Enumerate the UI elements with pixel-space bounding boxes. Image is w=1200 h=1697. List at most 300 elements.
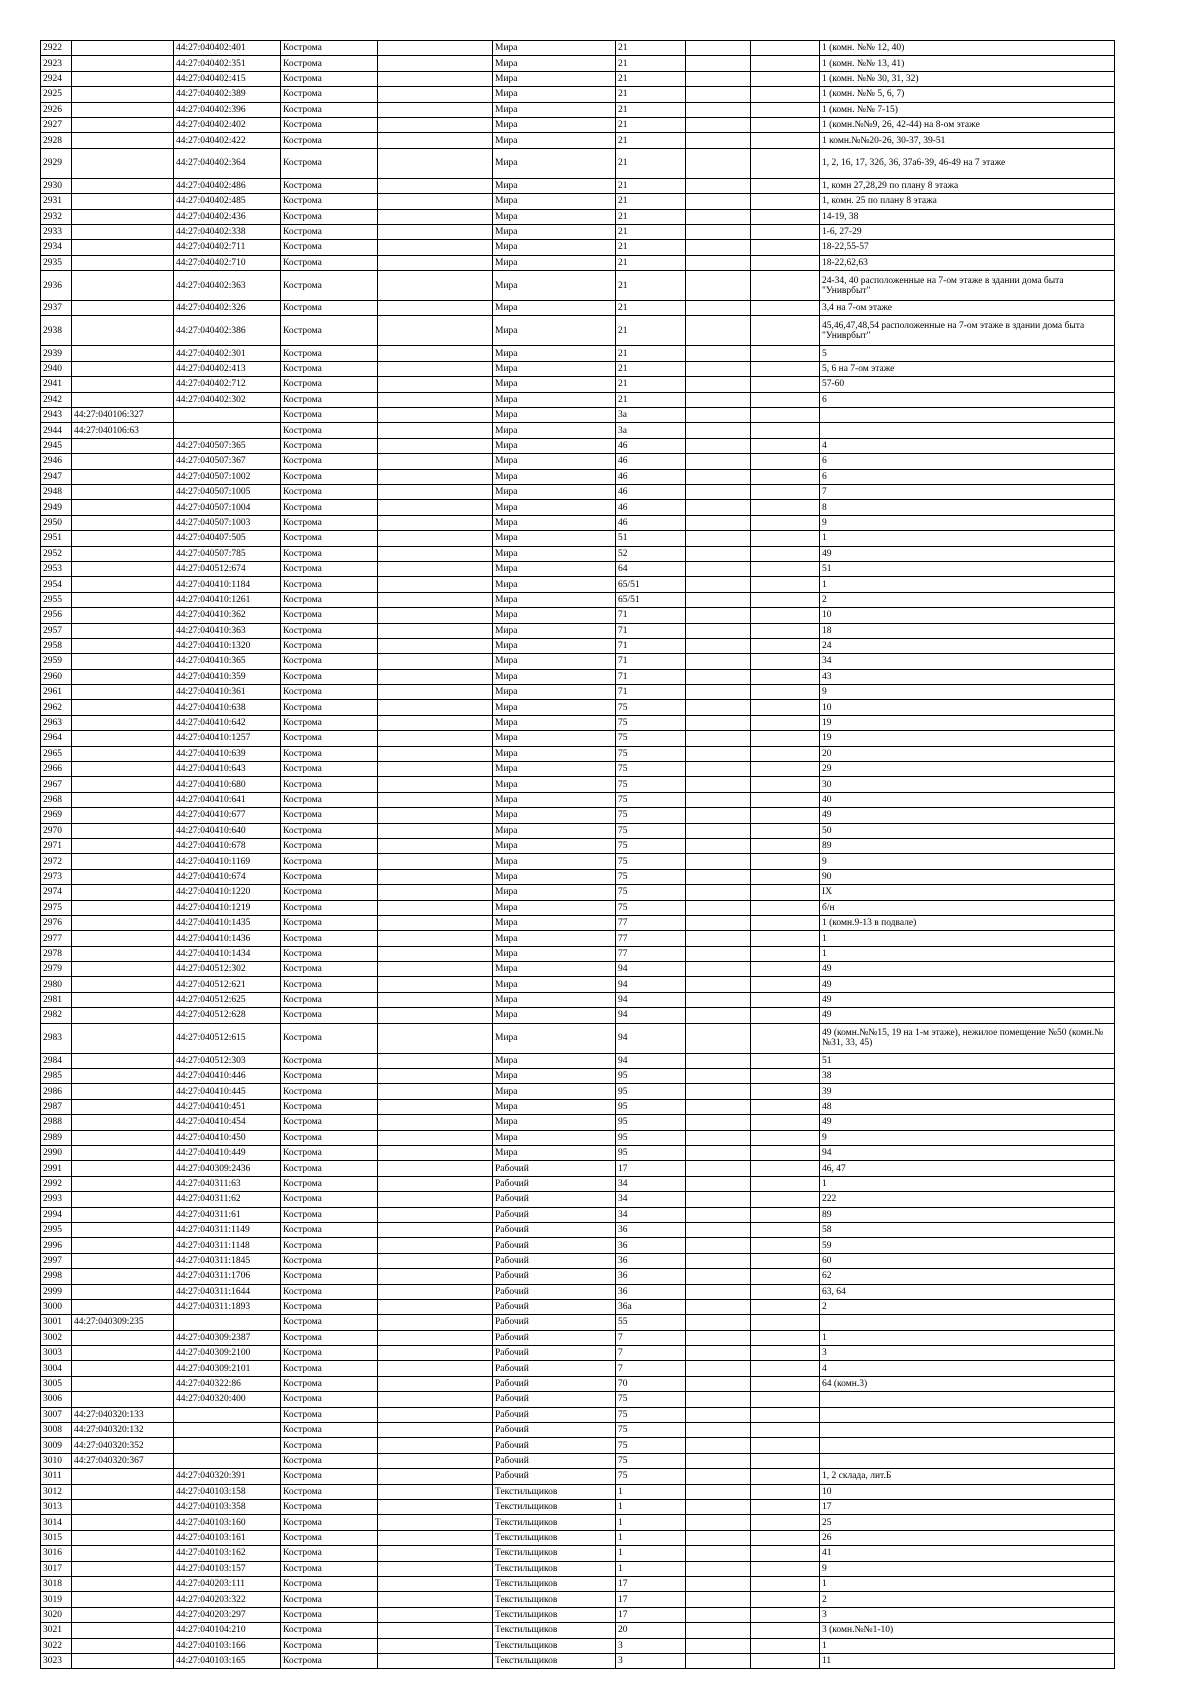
premises-number-cell: 49 [820, 992, 1115, 1007]
building-cell [686, 715, 751, 730]
premises-number-cell: 5 [820, 346, 1115, 361]
district-cell [378, 531, 493, 546]
structure-cell [751, 962, 820, 977]
district-cell [378, 885, 493, 900]
city-cell: Кострома [281, 301, 378, 316]
row-number-cell: 2953 [41, 561, 72, 576]
city-cell: Кострома [281, 946, 378, 961]
premises-number-cell: 51 [820, 561, 1115, 576]
building-cell [686, 1176, 751, 1191]
table-row [41, 500, 1115, 515]
premises-number-cell: 9 [820, 1561, 1115, 1576]
premises-number-cell: 8 [820, 500, 1115, 515]
premises-cadastral-number-cell [174, 1423, 281, 1438]
city-cell: Кострома [281, 885, 378, 900]
building-cell [686, 1099, 751, 1114]
land-cadastral-number-cell [72, 1484, 174, 1499]
building-cell [686, 1407, 751, 1422]
house-number-cell: 21 [616, 148, 686, 178]
street-cell: Мира [493, 392, 616, 407]
district-cell [378, 438, 493, 453]
city-cell: Кострома [281, 240, 378, 255]
table-row [41, 1376, 1115, 1391]
district-cell [378, 484, 493, 499]
land-cadastral-number-cell [72, 1530, 174, 1545]
district-cell [378, 361, 493, 376]
row-number-cell: 2965 [41, 746, 72, 761]
city-cell: Кострома [281, 1407, 378, 1422]
structure-cell [751, 1392, 820, 1407]
premises-number-cell [820, 1315, 1115, 1330]
row-number-cell: 2945 [41, 438, 72, 453]
table-row [41, 361, 1115, 376]
city-cell: Кострома [281, 1653, 378, 1668]
city-cell: Кострома [281, 1469, 378, 1484]
house-number-cell: 71 [616, 669, 686, 684]
district-cell [378, 1638, 493, 1653]
street-cell: Мира [493, 1053, 616, 1068]
row-number-cell: 2922 [41, 41, 72, 56]
land-cadastral-number-cell [72, 87, 174, 102]
premises-cadastral-number-cell: 44:27:040410:361 [174, 685, 281, 700]
street-cell: Рабочий [493, 1330, 616, 1345]
district-cell [378, 1099, 493, 1114]
city-cell: Кострома [281, 1376, 378, 1391]
structure-cell [751, 1407, 820, 1422]
district-cell [378, 1561, 493, 1576]
district-cell [378, 777, 493, 792]
structure-cell [751, 1161, 820, 1176]
row-number-cell: 2988 [41, 1115, 72, 1130]
city-cell: Кострома [281, 1361, 378, 1376]
premises-cadastral-number-cell: 44:27:040507:1002 [174, 469, 281, 484]
building-cell [686, 731, 751, 746]
row-number-cell: 2932 [41, 209, 72, 224]
premises-cadastral-number-cell: 44:27:040410:454 [174, 1115, 281, 1130]
house-number-cell: 21 [616, 209, 686, 224]
building-cell [686, 1392, 751, 1407]
row-number-cell: 2985 [41, 1069, 72, 1084]
land-cadastral-number-cell [72, 316, 174, 346]
row-number-cell: 3002 [41, 1330, 72, 1345]
city-cell: Кострома [281, 56, 378, 71]
district-cell [378, 41, 493, 56]
premises-number-cell: 10 [820, 700, 1115, 715]
house-number-cell: 21 [616, 361, 686, 376]
row-number-cell: 2949 [41, 500, 72, 515]
district-cell [378, 117, 493, 132]
house-number-cell: 21 [616, 301, 686, 316]
building-cell [686, 1253, 751, 1268]
building-cell [686, 762, 751, 777]
row-number-cell: 3006 [41, 1392, 72, 1407]
city-cell: Кострома [281, 1176, 378, 1191]
structure-cell [751, 133, 820, 148]
row-number-cell: 2925 [41, 87, 72, 102]
house-number-cell: 95 [616, 1099, 686, 1114]
row-number-cell: 2976 [41, 915, 72, 930]
land-cadastral-number-cell [72, 1546, 174, 1561]
building-cell [686, 869, 751, 884]
building-cell [686, 1499, 751, 1514]
house-number-cell: 71 [616, 685, 686, 700]
structure-cell [751, 1099, 820, 1114]
house-number-cell: 95 [616, 1084, 686, 1099]
row-number-cell: 2989 [41, 1130, 72, 1145]
land-cadastral-number-cell [72, 1299, 174, 1314]
building-cell [686, 56, 751, 71]
house-number-cell: 34 [616, 1176, 686, 1191]
street-cell: Рабочий [493, 1161, 616, 1176]
street-cell: Мира [493, 977, 616, 992]
premises-number-cell: 17 [820, 1499, 1115, 1514]
land-cadastral-number-cell [72, 56, 174, 71]
premises-number-cell: 43 [820, 669, 1115, 684]
district-cell [378, 1499, 493, 1514]
premises-number-cell: 49 [820, 962, 1115, 977]
structure-cell [751, 531, 820, 546]
city-cell: Кострома [281, 731, 378, 746]
row-number-cell: 2982 [41, 1008, 72, 1023]
structure-cell [751, 1623, 820, 1638]
row-number-cell: 2929 [41, 148, 72, 178]
city-cell: Кострома [281, 623, 378, 638]
house-number-cell: 77 [616, 946, 686, 961]
city-cell: Кострома [281, 592, 378, 607]
premises-number-cell: 18-22,55-57 [820, 240, 1115, 255]
row-number-cell: 2973 [41, 869, 72, 884]
table-row [41, 484, 1115, 499]
city-cell: Кострома [281, 178, 378, 193]
row-number-cell: 2979 [41, 962, 72, 977]
premises-number-cell: 1 (комн. №№ 12, 40) [820, 41, 1115, 56]
premises-cadastral-number-cell: 44:27:040512:302 [174, 962, 281, 977]
premises-number-cell: 19 [820, 731, 1115, 746]
structure-cell [751, 1453, 820, 1468]
land-cadastral-number-cell [72, 71, 174, 86]
premises-cadastral-number-cell: 44:27:040103:358 [174, 1499, 281, 1514]
house-number-cell: 17 [616, 1576, 686, 1591]
table-row [41, 546, 1115, 561]
premises-cadastral-number-cell: 44:27:040410:674 [174, 869, 281, 884]
premises-number-cell: 57-60 [820, 377, 1115, 392]
structure-cell [751, 377, 820, 392]
street-cell: Мира [493, 377, 616, 392]
street-cell: Текстильщиков [493, 1576, 616, 1591]
building-cell [686, 1315, 751, 1330]
building-cell [686, 746, 751, 761]
district-cell [378, 731, 493, 746]
building-cell [686, 592, 751, 607]
land-cadastral-number-cell [72, 469, 174, 484]
land-cadastral-number-cell [72, 1222, 174, 1237]
city-cell: Кострома [281, 1222, 378, 1237]
structure-cell [751, 808, 820, 823]
table-row [41, 194, 1115, 209]
building-cell [686, 1576, 751, 1591]
house-number-cell: 75 [616, 808, 686, 823]
premises-number-cell: 49 [820, 808, 1115, 823]
premises-cadastral-number-cell: 44:27:040402:710 [174, 255, 281, 270]
city-cell: Кострома [281, 546, 378, 561]
premises-number-cell: 222 [820, 1192, 1115, 1207]
city-cell: Кострома [281, 1069, 378, 1084]
table-row [41, 1269, 1115, 1284]
premises-cadastral-number-cell: 44:27:040203:322 [174, 1592, 281, 1607]
land-cadastral-number-cell: 44:27:040320:367 [72, 1453, 174, 1468]
building-cell [686, 638, 751, 653]
city-cell: Кострома [281, 1099, 378, 1114]
city-cell: Кострома [281, 316, 378, 346]
street-cell: Мира [493, 946, 616, 961]
house-number-cell: 94 [616, 1053, 686, 1068]
structure-cell [751, 838, 820, 853]
row-number-cell: 3022 [41, 1638, 72, 1653]
land-cadastral-number-cell [72, 915, 174, 930]
district-cell [378, 915, 493, 930]
premises-number-cell: 1 (комн. №№ 13, 41) [820, 56, 1115, 71]
land-cadastral-number-cell [72, 148, 174, 178]
row-number-cell: 2924 [41, 71, 72, 86]
premises-number-cell: 49 [820, 1008, 1115, 1023]
premises-cadastral-number-cell: 44:27:040402:363 [174, 271, 281, 301]
premises-cadastral-number-cell: 44:27:040320:391 [174, 1469, 281, 1484]
street-cell: Мира [493, 838, 616, 853]
premises-number-cell: 1, 2, 16, 17, 32б, 36, 37а6-39, 46-49 на 7 этаже [820, 148, 1115, 178]
street-cell: Мира [493, 346, 616, 361]
row-number-cell: 2986 [41, 1084, 72, 1099]
premises-number-cell [820, 1407, 1115, 1422]
district-cell [378, 1438, 493, 1453]
structure-cell [751, 1222, 820, 1237]
land-cadastral-number-cell [72, 438, 174, 453]
row-number-cell: 2969 [41, 808, 72, 823]
house-number-cell: 7 [616, 1346, 686, 1361]
land-cadastral-number-cell [72, 654, 174, 669]
premises-cadastral-number-cell: 44:27:040507:1005 [174, 484, 281, 499]
building-cell [686, 1269, 751, 1284]
street-cell: Мира [493, 255, 616, 270]
district-cell [378, 255, 493, 270]
premises-number-cell: 1 (комн. №№ 30, 31, 32) [820, 71, 1115, 86]
city-cell: Кострома [281, 1438, 378, 1453]
building-cell [686, 133, 751, 148]
premises-number-cell: 30 [820, 777, 1115, 792]
land-cadastral-number-cell [72, 669, 174, 684]
row-number-cell: 3016 [41, 1546, 72, 1561]
house-number-cell: 21 [616, 71, 686, 86]
district-cell [378, 577, 493, 592]
district-cell [378, 1053, 493, 1068]
structure-cell [751, 792, 820, 807]
premises-number-cell: 6 [820, 392, 1115, 407]
premises-number-cell: 2 [820, 1299, 1115, 1314]
city-cell: Кострома [281, 838, 378, 853]
land-cadastral-number-cell [72, 1561, 174, 1576]
building-cell [686, 316, 751, 346]
district-cell [378, 240, 493, 255]
building-cell [686, 209, 751, 224]
street-cell: Мира [493, 777, 616, 792]
district-cell [378, 1238, 493, 1253]
house-number-cell: 77 [616, 931, 686, 946]
city-cell: Кострома [281, 608, 378, 623]
structure-cell [751, 823, 820, 838]
district-cell [378, 592, 493, 607]
land-cadastral-number-cell [72, 1161, 174, 1176]
building-cell [686, 1438, 751, 1453]
house-number-cell: 46 [616, 515, 686, 530]
table-row [41, 117, 1115, 132]
house-number-cell: 34 [616, 1192, 686, 1207]
building-cell [686, 423, 751, 438]
city-cell: Кострома [281, 102, 378, 117]
street-cell: Мира [493, 361, 616, 376]
street-cell: Мира [493, 962, 616, 977]
city-cell: Кострома [281, 209, 378, 224]
table-row [41, 1130, 1115, 1145]
building-cell [686, 1084, 751, 1099]
premises-cadastral-number-cell: 44:27:040311:63 [174, 1176, 281, 1191]
land-cadastral-number-cell [72, 454, 174, 469]
land-cadastral-number-cell [72, 1607, 174, 1622]
structure-cell [751, 1146, 820, 1161]
district-cell [378, 346, 493, 361]
land-cadastral-number-cell [72, 484, 174, 499]
house-number-cell: 75 [616, 731, 686, 746]
premises-number-cell [820, 1438, 1115, 1453]
structure-cell [751, 102, 820, 117]
premises-number-cell: 1 [820, 931, 1115, 946]
row-number-cell: 2937 [41, 301, 72, 316]
structure-cell [751, 638, 820, 653]
street-cell: Мира [493, 316, 616, 346]
row-number-cell: 2981 [41, 992, 72, 1007]
house-number-cell: 21 [616, 133, 686, 148]
row-number-cell: 2942 [41, 392, 72, 407]
city-cell: Кострома [281, 271, 378, 301]
row-number-cell: 2967 [41, 777, 72, 792]
house-number-cell: 94 [616, 962, 686, 977]
house-number-cell: 65/51 [616, 577, 686, 592]
row-number-cell: 3011 [41, 1469, 72, 1484]
table-row [41, 700, 1115, 715]
city-cell: Кострома [281, 1192, 378, 1207]
district-cell [378, 1484, 493, 1499]
row-number-cell: 2963 [41, 715, 72, 730]
table-row [41, 977, 1115, 992]
street-cell: Мира [493, 762, 616, 777]
premises-number-cell: 1, комн 27,28,29 по плану 8 этажа [820, 178, 1115, 193]
premises-number-cell: 58 [820, 1222, 1115, 1237]
premises-cadastral-number-cell: 44:27:040507:365 [174, 438, 281, 453]
structure-cell [751, 87, 820, 102]
table-row [41, 531, 1115, 546]
premises-number-cell: 50 [820, 823, 1115, 838]
land-cadastral-number-cell [72, 361, 174, 376]
structure-cell [751, 1130, 820, 1145]
premises-number-cell: 1 (комн.№№9, 26, 42-44) на 8-ом этаже [820, 117, 1115, 132]
house-number-cell: 1 [616, 1561, 686, 1576]
structure-cell [751, 1438, 820, 1453]
land-cadastral-number-cell [72, 1592, 174, 1607]
house-number-cell: 75 [616, 792, 686, 807]
structure-cell [751, 1361, 820, 1376]
premises-cadastral-number-cell: 44:27:040402:422 [174, 133, 281, 148]
structure-cell [751, 1284, 820, 1299]
table-row [41, 255, 1115, 270]
building-cell [686, 1361, 751, 1376]
building-cell [686, 1623, 751, 1638]
district-cell [378, 1008, 493, 1023]
row-number-cell: 3019 [41, 1592, 72, 1607]
premises-cadastral-number-cell: 44:27:040103:157 [174, 1561, 281, 1576]
street-cell: Рабочий [493, 1299, 616, 1314]
district-cell [378, 854, 493, 869]
house-number-cell: 7 [616, 1361, 686, 1376]
district-cell [378, 1084, 493, 1099]
table-row [41, 1453, 1115, 1468]
premises-cadastral-number-cell: 44:27:040103:166 [174, 1638, 281, 1653]
land-cadastral-number-cell: 44:27:040309:235 [72, 1315, 174, 1330]
district-cell [378, 700, 493, 715]
building-cell [686, 1008, 751, 1023]
street-cell: Текстильщиков [493, 1638, 616, 1653]
row-number-cell: 3013 [41, 1499, 72, 1514]
street-cell: Текстильщиков [493, 1607, 616, 1622]
district-cell [378, 1023, 493, 1053]
house-number-cell: 75 [616, 1392, 686, 1407]
street-cell: Мира [493, 56, 616, 71]
house-number-cell: 1 [616, 1499, 686, 1514]
city-cell: Кострома [281, 133, 378, 148]
building-cell [686, 531, 751, 546]
premises-cadastral-number-cell: 44:27:040402:711 [174, 240, 281, 255]
row-number-cell: 2931 [41, 194, 72, 209]
city-cell: Кострома [281, 392, 378, 407]
row-number-cell: 2957 [41, 623, 72, 638]
structure-cell [751, 1530, 820, 1545]
premises-cadastral-number-cell: 44:27:040410:642 [174, 715, 281, 730]
table-row [41, 685, 1115, 700]
city-cell: Кострома [281, 1053, 378, 1068]
city-cell: Кострома [281, 1499, 378, 1514]
house-number-cell: 71 [616, 608, 686, 623]
street-cell: Мира [493, 715, 616, 730]
premises-number-cell: 49 [820, 977, 1115, 992]
structure-cell [751, 1423, 820, 1438]
district-cell [378, 71, 493, 86]
land-cadastral-number-cell [72, 946, 174, 961]
city-cell: Кострома [281, 1484, 378, 1499]
street-cell: Мира [493, 700, 616, 715]
city-cell: Кострома [281, 746, 378, 761]
structure-cell [751, 700, 820, 715]
land-cadastral-number-cell [72, 1515, 174, 1530]
premises-cadastral-number-cell: 44:27:040410:678 [174, 838, 281, 853]
table-row [41, 438, 1115, 453]
row-number-cell: 2928 [41, 133, 72, 148]
premises-cadastral-number-cell: 44:27:040309:2387 [174, 1330, 281, 1345]
district-cell [378, 1576, 493, 1591]
land-cadastral-number-cell [72, 178, 174, 193]
premises-number-cell [820, 408, 1115, 423]
district-cell [378, 1653, 493, 1668]
row-number-cell: 2980 [41, 977, 72, 992]
building-cell [686, 777, 751, 792]
premises-cadastral-number-cell [174, 1438, 281, 1453]
land-cadastral-number-cell [72, 1008, 174, 1023]
